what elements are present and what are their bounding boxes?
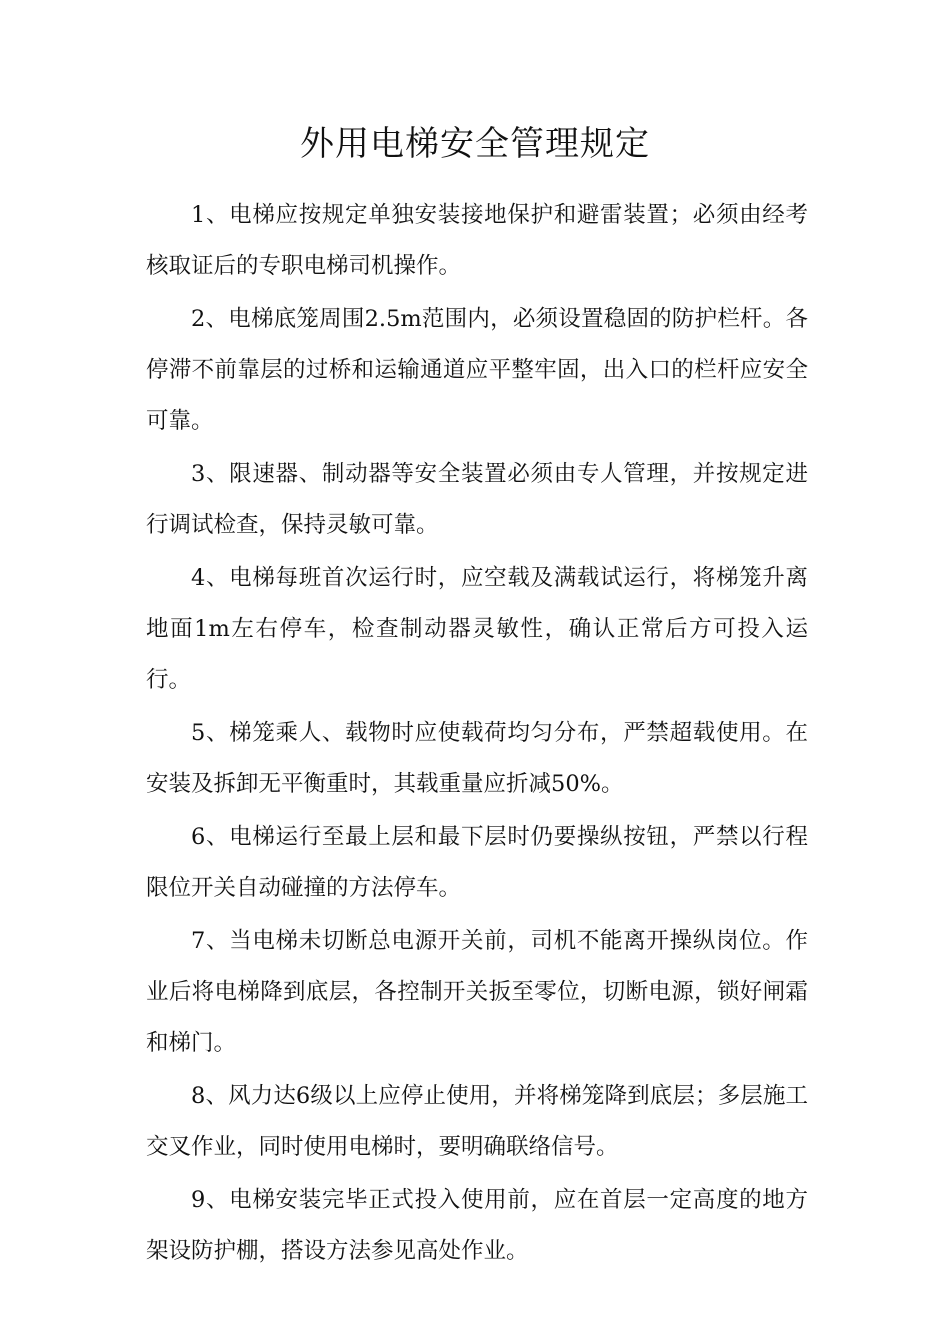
paragraph-6: 6、电梯运行至最上层和最下层时仍要操纵按钮，严禁以行程限位开关自动碰撞的方法停车。 xyxy=(146,824,808,901)
paragraph-8: 8、风力达6级以上应停止使用，并将梯笼降到底层；多层施工交叉作业，同时使用电梯时，要明确联络信号。 xyxy=(146,1083,808,1160)
document-body xyxy=(146,190,808,1279)
paragraph-3: 3、限速器、制动器等安全装置必须由专人管理，并按规定进行调试检查，保持灵敏可靠。 xyxy=(146,461,808,538)
paragraph-5: 5、梯笼乘人、载物时应使载荷均匀分布，严禁超载使用。在安装及拆卸无平衡重时，其载重量应折减50%。 xyxy=(146,720,808,797)
paragraph-4: 4、电梯每班首次运行时，应空载及满载试运行，将梯笼升离地面1m左右停车，检查制动器灵敏性，确认正常后方可投入运行。 xyxy=(146,565,808,693)
paragraph-9: 9、电梯安装完毕正式投入使用前，应在首层一定高度的地方架设防护棚，搭设方法参见高处作业。 xyxy=(146,1187,808,1264)
paragraph-2: 2、电梯底笼周围2.5m范围内，必须设置稳固的防护栏杆。各停滞不前靠层的过桥和运输通道应平整牢固，出入口的栏杆应安全可靠。 xyxy=(146,306,808,434)
paragraph-1: 1、电梯应按规定单独安装接地保护和避雷装置；必须由经考核取证后的专职电梯司机操作。 xyxy=(146,202,808,279)
paragraph-7: 7、当电梯未切断总电源开关前，司机不能离开操纵岗位。作业后将电梯降到底层，各控制开关扳至零位，切断电源，锁好闸霜和梯门。 xyxy=(146,928,808,1056)
document-title: 外用电梯安全管理规定 xyxy=(300,124,650,164)
